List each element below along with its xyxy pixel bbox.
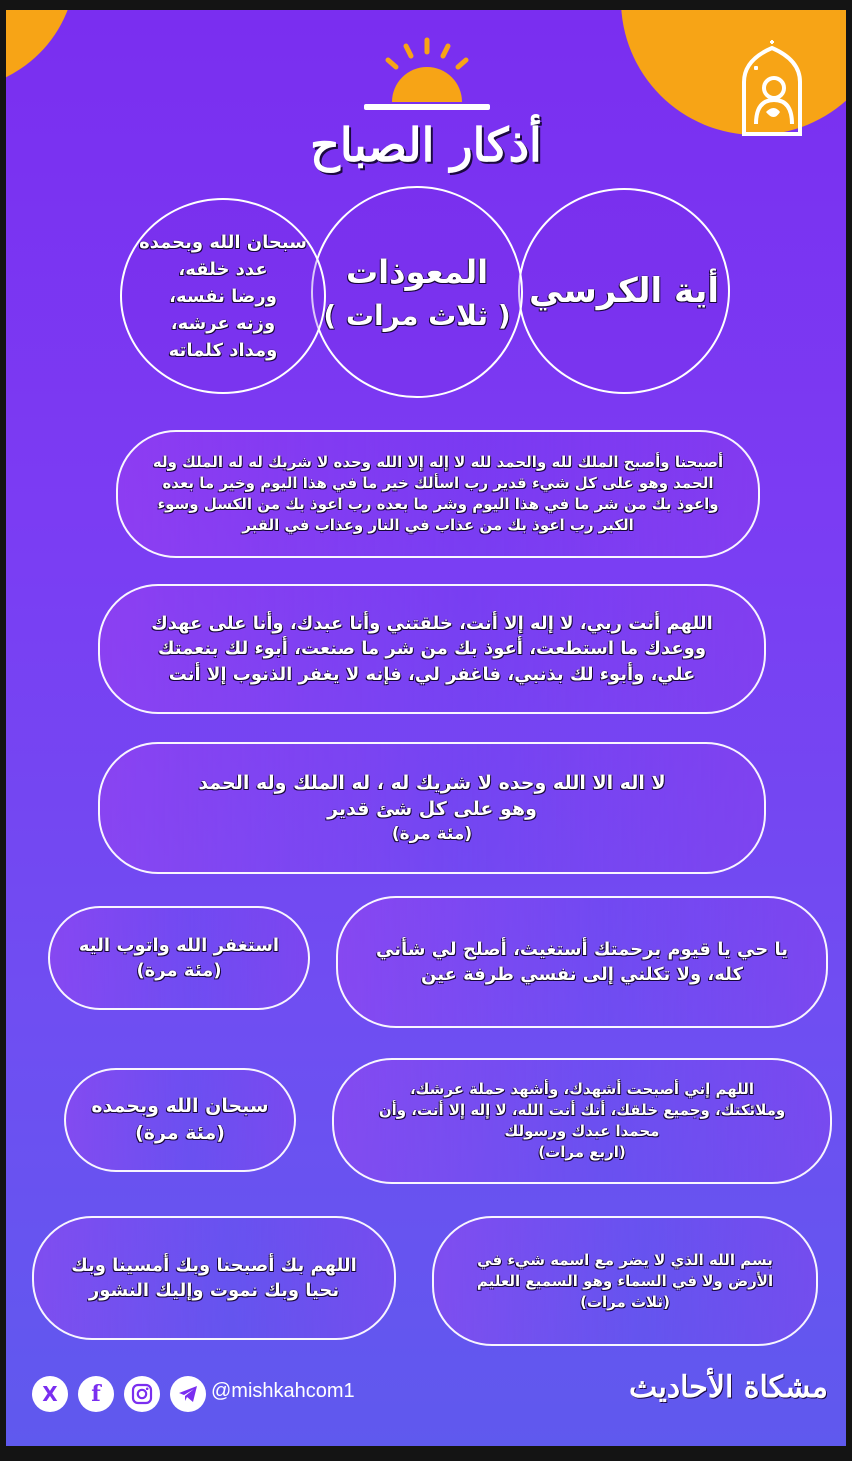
dhikr-line: اللهم إني أصبحت أشهدك، وأشهد حملة عرشك، [409,1080,755,1098]
dhikr-line: يا حي يا قيوم برحمتك أستغيث، أصلح لي شأني [376,938,788,960]
dhikr-line: الحمد وهو على كل شيء قدير رب اسألك خير ما في هذا اليوم وخير ما بعده [162,474,714,492]
dhikr-bismillah [432,1216,818,1346]
muawwidhat-count: ( ثلاث مرات ) [323,298,511,332]
muawwidhat-label: المعوذات [345,252,489,291]
dhikr-line: استغفر الله واتوب اليه [78,934,280,956]
sun-icon [362,36,492,116]
telegram-social-link[interactable] [170,1376,206,1412]
dhikr-count: (مئة مرة) [135,1122,225,1144]
dhikr-count: (ثلاث مرات) [580,1292,670,1311]
x-icon: X [42,1382,58,1406]
ayat-al-kursi-label: أية الكرسي [528,271,720,311]
dhikr-sayyid-al-istighfar [98,584,766,714]
dhikr-line: محمدا عبدك ورسولك [504,1122,660,1140]
dhikr-bika-asbahna [32,1216,396,1340]
subhan-line: سبحان الله وبحمده [139,231,307,253]
dhikr-ya-hayy [336,896,828,1028]
instagram-icon [131,1383,153,1405]
circle-muawwidhat [311,186,523,398]
dhikr-line: نحيا وبك نموت وإليك النشور [88,1280,340,1301]
dhikr-istighfar [48,906,310,1010]
subhan-line: ومداد كلماته [168,339,278,361]
mosque-logo-icon [730,38,814,138]
dhikr-line: كله، ولا تكلني إلى نفسي طرفة عين [421,964,743,985]
dhikr-line: لا اله الا الله وحده لا شريك له ، له الملك وله الحمد [198,771,666,794]
dhikr-count: (مئة مرة) [391,823,473,844]
corner-decoration-left [6,10,76,90]
dhikr-line: وملائكتك، وجميع خلقك، أنك أنت الله، لا إله إلا أنت، وأن [378,1101,786,1119]
dhikr-line: اللهم بك أصبحنا وبك أمسينا وبك [71,1254,357,1276]
dhikr-asbahna [116,430,760,558]
poster [6,10,846,1446]
dhikr-count: (مئة مرة) [136,960,222,981]
facebook-icon: f [91,1381,101,1407]
dhikr-ashhaduk [332,1058,832,1184]
facebook-social-link[interactable] [78,1376,114,1412]
dhikr-count: (اربع مرات) [538,1143,626,1161]
dhikr-line: سبحان الله وبحمده [91,1095,269,1118]
dhikr-line: الأرض ولا في السماء وهو السميع العليم [476,1271,774,1290]
dhikr-line: علي، وأبوء لك بذنبي، فاغفر لي، فإنه لا يغفر الذنوب إلا أنت [168,663,696,685]
dhikr-line: ووعدك ما استطعت، أعوذ بك من شر ما صنعت، أبوء لك بنعمتك [157,638,707,660]
instagram-social-link[interactable] [124,1376,160,1412]
circle-subhan-allah [120,198,326,394]
dhikr-line: بسم الله الذي لا يضر مع اسمه شيء في [477,1250,773,1269]
subhan-line: عدد خلقه، [178,258,268,280]
x-social-link[interactable] [32,1376,68,1412]
dhikr-line: الكبر رب اعوذ بك من عذاب في النار وعذاب في القبر [242,516,634,534]
dhikr-line: وهو على كل شئ قدير [327,798,537,821]
telegram-icon [177,1383,199,1405]
brand-name: مشكاة الأحاديث [629,1370,828,1405]
dhikr-line: اللهم أنت ربي، لا إله إلا أنت، خلقتني وأنا عبدك، وأنا على عهدك [151,613,713,635]
subhan-line: ورضا نفسه، [169,285,277,307]
dhikr-line: واعوذ بك من شر ما في هذا اليوم وشر ما بعده رب اعوذ بك من الكسل وسوء [157,495,719,513]
circle-ayat-al-kursi [518,188,730,394]
dhikr-tahlil [98,742,766,874]
dhikr-line: أصبحنا وأصبح الملك لله والحمد لله لا إله إلا الله وحده لا شريك له له الملك وله [152,453,724,471]
social-handle: @mishkahcom1 [211,1380,355,1402]
dhikr-subhan-100 [64,1068,296,1172]
subhan-line: وزنه عرشه، [170,312,276,334]
page-title: أذكار الصباح [310,118,542,172]
